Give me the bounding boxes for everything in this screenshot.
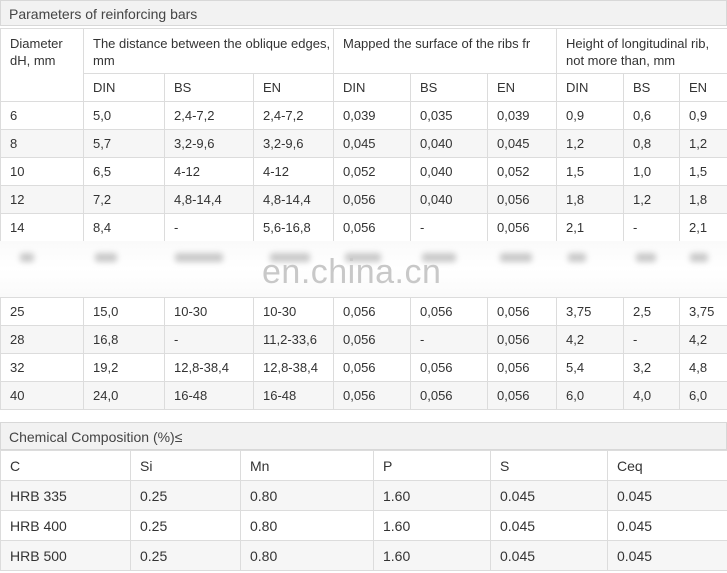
row-label-cell: 28 xyxy=(1,326,84,354)
table-cell: - xyxy=(624,326,680,354)
table-cell: 0,056 xyxy=(334,214,411,242)
table-cell: 0,040 xyxy=(411,130,488,158)
table-cell: 0,056 xyxy=(488,354,557,382)
params-table-title: Parameters of reinforcing bars xyxy=(0,0,727,26)
table-cell: 10-30 xyxy=(165,298,254,326)
table-cell: 0.045 xyxy=(608,481,727,511)
column-header: P xyxy=(374,451,491,481)
table-cell: 5,7 xyxy=(84,130,165,158)
table-cell: 0,045 xyxy=(488,130,557,158)
table-cell: 4-12 xyxy=(254,158,334,186)
table-row xyxy=(1,214,727,242)
column-header: C xyxy=(1,451,131,481)
table-cell: 4,8-14,4 xyxy=(165,186,254,214)
table-cell: 1,5 xyxy=(680,158,727,186)
table-cell: 1,0 xyxy=(624,158,680,186)
table-cell: 0,056 xyxy=(411,354,488,382)
table-cell: 0.25 xyxy=(131,511,241,541)
column-header: S xyxy=(491,451,608,481)
table-cell: 0,056 xyxy=(411,298,488,326)
table-cell: 1,2 xyxy=(624,186,680,214)
table-cell: 1,8 xyxy=(680,186,727,214)
table-cell: 15,0 xyxy=(84,298,165,326)
table-cell: 4,0 xyxy=(624,382,680,410)
table-cell: 0,056 xyxy=(488,186,557,214)
table-cell: 10-30 xyxy=(254,298,334,326)
table-row xyxy=(1,481,727,511)
chem-header-row xyxy=(1,451,727,481)
chem-table-title: Chemical Composition (%)≤ xyxy=(0,422,727,450)
header-diameter: Diameter dH, mm xyxy=(1,29,84,102)
table-cell: 0,045 xyxy=(334,130,411,158)
table-cell: 1,5 xyxy=(557,158,624,186)
row-label-cell: 40 xyxy=(1,382,84,410)
table-row xyxy=(1,382,727,410)
table-cell: 2,4-7,2 xyxy=(254,102,334,130)
table-cell: 0,035 xyxy=(411,102,488,130)
table-cell: 5,4 xyxy=(557,354,624,382)
table-cell: 5,0 xyxy=(84,102,165,130)
table-row xyxy=(1,354,727,382)
table-cell: 2,5 xyxy=(624,298,680,326)
table-cell: 3,75 xyxy=(680,298,727,326)
table-cell: 6,0 xyxy=(680,382,727,410)
table-cell: 0,056 xyxy=(411,382,488,410)
column-header: Mn xyxy=(241,451,374,481)
row-label-cell: 8 xyxy=(1,130,84,158)
table-cell: 1,8 xyxy=(557,186,624,214)
sub-header-row xyxy=(1,74,727,102)
chemical-composition-table xyxy=(0,450,727,571)
column-header: Ceq xyxy=(608,451,727,481)
reinforcing-bars-table xyxy=(0,28,727,410)
sub-header-cell: EN xyxy=(680,74,727,102)
table-cell: 0,6 xyxy=(624,102,680,130)
table-cell: 5,6-16,8 xyxy=(254,214,334,242)
table-row xyxy=(1,326,727,354)
row-label-cell: 12 xyxy=(1,186,84,214)
table-cell: 3,2 xyxy=(624,354,680,382)
table-cell: 0,056 xyxy=(334,354,411,382)
table-cell: 0.80 xyxy=(241,481,374,511)
table-row xyxy=(1,102,727,130)
row-label-cell: HRB 400 xyxy=(1,511,131,541)
blur-smear xyxy=(636,253,656,262)
table-cell: 4,2 xyxy=(557,326,624,354)
sub-header-cell: BS xyxy=(165,74,254,102)
sub-header-cell: DIN xyxy=(334,74,411,102)
table-cell: 0.045 xyxy=(491,481,608,511)
table-cell: 0.80 xyxy=(241,511,374,541)
table-cell: 0.045 xyxy=(491,511,608,541)
sub-header-cell: DIN xyxy=(557,74,624,102)
table-cell: 1,2 xyxy=(680,130,727,158)
table-row xyxy=(1,541,727,571)
table-cell: 19,2 xyxy=(84,354,165,382)
blur-smear xyxy=(500,253,532,262)
table-cell: 12,8-38,4 xyxy=(165,354,254,382)
table-cell: 2,1 xyxy=(557,214,624,242)
header-surface: Mapped the surface of the ribs fr xyxy=(334,29,557,74)
sub-header-cell: EN xyxy=(488,74,557,102)
table-cell: 0,056 xyxy=(488,326,557,354)
table-cell: 0,039 xyxy=(488,102,557,130)
table-cell: 0,039 xyxy=(334,102,411,130)
table-cell: - xyxy=(411,326,488,354)
table-cell: 16-48 xyxy=(254,382,334,410)
blur-smear xyxy=(568,253,586,262)
table-cell: 0.045 xyxy=(608,511,727,541)
table-row xyxy=(1,186,727,214)
table-row xyxy=(1,158,727,186)
sub-header-cell: BS xyxy=(411,74,488,102)
table-cell: 3,2-9,6 xyxy=(254,130,334,158)
table-cell: 0,9 xyxy=(680,102,727,130)
table-row xyxy=(1,298,727,326)
table-cell: 16,8 xyxy=(84,326,165,354)
table-cell: 0,056 xyxy=(334,326,411,354)
table-cell: 0,9 xyxy=(557,102,624,130)
table-row xyxy=(1,511,727,541)
blur-smear xyxy=(175,253,223,262)
table-cell: 0,056 xyxy=(488,214,557,242)
row-label-cell: 14 xyxy=(1,214,84,242)
row-label-cell: HRB 335 xyxy=(1,481,131,511)
sub-header-cell: EN xyxy=(254,74,334,102)
table-cell: 0.045 xyxy=(491,541,608,571)
table-cell: 2,4-7,2 xyxy=(165,102,254,130)
table-cell: 0.80 xyxy=(241,541,374,571)
blur-smear xyxy=(95,253,117,262)
table-cell: 0,8 xyxy=(624,130,680,158)
sub-header-cell: BS xyxy=(624,74,680,102)
table-cell: 4-12 xyxy=(165,158,254,186)
table-cell: 0,040 xyxy=(411,158,488,186)
table-cell: 8,4 xyxy=(84,214,165,242)
table-cell: 1.60 xyxy=(374,481,491,511)
table-cell: 0,056 xyxy=(488,298,557,326)
table-cell: 24,0 xyxy=(84,382,165,410)
table-cell: 6,5 xyxy=(84,158,165,186)
table-cell: 0.25 xyxy=(131,541,241,571)
table-cell: 1.60 xyxy=(374,541,491,571)
table-cell: 4,8-14,4 xyxy=(254,186,334,214)
table-cell: 1.60 xyxy=(374,511,491,541)
table-row xyxy=(1,130,727,158)
table-cell: 4,8 xyxy=(680,354,727,382)
table-cell: 3,75 xyxy=(557,298,624,326)
table-cell: 0,056 xyxy=(334,186,411,214)
table-cell: - xyxy=(165,214,254,242)
row-label-cell: HRB 500 xyxy=(1,541,131,571)
header-distance: The distance between the oblique edges, mm xyxy=(84,29,334,74)
row-label-cell: 10 xyxy=(1,158,84,186)
column-header: Si xyxy=(131,451,241,481)
watermark: en.china.cn xyxy=(262,253,442,291)
blur-smear xyxy=(690,253,708,262)
table-cell: 0.25 xyxy=(131,481,241,511)
table-cell: 16-48 xyxy=(165,382,254,410)
row-label-cell: 32 xyxy=(1,354,84,382)
row-label-cell: 25 xyxy=(1,298,84,326)
table-cell: 4,2 xyxy=(680,326,727,354)
blur-smear xyxy=(20,253,34,262)
table-cell: 0,052 xyxy=(488,158,557,186)
table-cell: 0,052 xyxy=(334,158,411,186)
table-cell: 11,2-33,6 xyxy=(254,326,334,354)
row-label-cell: 6 xyxy=(1,102,84,130)
table-cell: 0,056 xyxy=(488,382,557,410)
table-cell: 0,040 xyxy=(411,186,488,214)
table-cell: 0,056 xyxy=(334,382,411,410)
table-cell: 2,1 xyxy=(680,214,727,242)
table-cell: 0,056 xyxy=(334,298,411,326)
table-cell: 0.045 xyxy=(608,541,727,571)
table-cell: 3,2-9,6 xyxy=(165,130,254,158)
table-cell: - xyxy=(411,214,488,242)
table-cell: 7,2 xyxy=(84,186,165,214)
sub-header-cell: DIN xyxy=(84,74,165,102)
table-cell: 12,8-38,4 xyxy=(254,354,334,382)
header-height: Height of longitudinal rib, not more than, mm xyxy=(557,29,727,74)
table-cell: 6,0 xyxy=(557,382,624,410)
table-cell: - xyxy=(165,326,254,354)
table-cell: 1,2 xyxy=(557,130,624,158)
table-cell: - xyxy=(624,214,680,242)
